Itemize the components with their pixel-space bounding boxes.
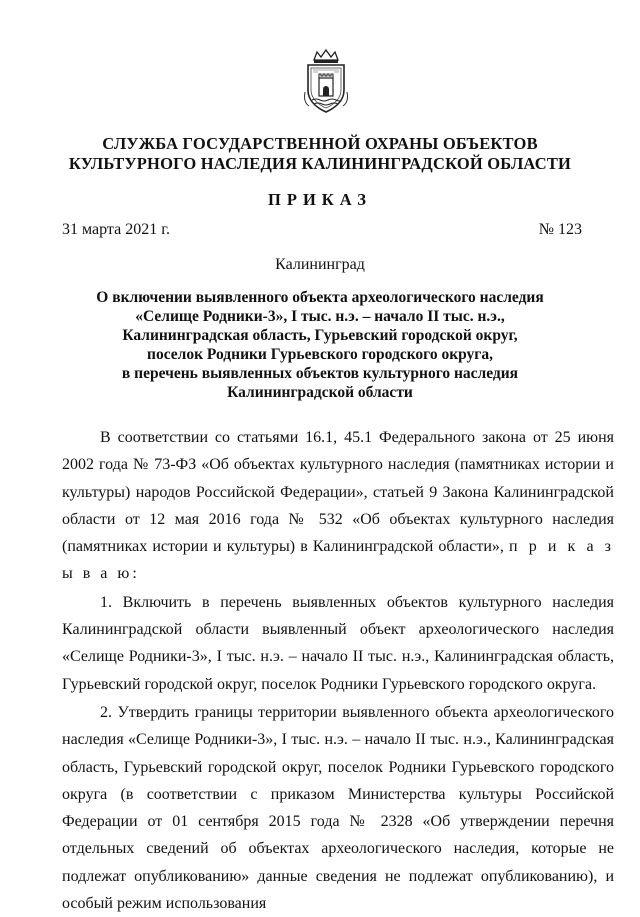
document-date: 31 марта 2021 г.	[62, 221, 170, 238]
subject-line: в перечень выявленных объектов культурного наследия	[121, 365, 519, 382]
document-type: ПРИКАЗ	[268, 190, 372, 209]
subject-line: Калининградской области	[227, 384, 413, 401]
clause-1: 1. Включить в перечень выявленных объектов культурного наследия Калининградской области выявленный объект археологического наследия «Селище Родники-3», I тыс. н.э. – начало II тыс. н.э., Калининградская область, Гурьевский городской округ, поселок Родники Гурьевского городского округа.	[62, 593, 614, 693]
document-subject	[80, 288, 560, 402]
preamble-paragraph	[62, 424, 614, 588]
preamble-text: В соответствии со статьями 16.1, 45.1 Федерального закона от 25 июня 2002 года № 73-ФЗ «Об объектах культурного наследия (памятниках истории и культуры) народов Российской Федерации», статьей 9 Закона Калининградской области от 12 мая 2016 года № 532 «Об объектах культурного наследия (памятниках истории и культуры) в Калининградской области»,	[62, 429, 614, 556]
organization-name-line: КУЛЬТУРНОГО НАСЛЕДИЯ КАЛИНИНГРАДСКОЙ ОБЛАСТИ	[68, 154, 572, 173]
organization-name	[40, 134, 600, 174]
subject-line: О включении выявленного объекта археологического наследия	[96, 289, 544, 306]
decree-word: п р и к а з ы в а ю:	[62, 538, 615, 583]
document-city: Калининград	[275, 256, 365, 273]
subject-line: «Селище Родники-3», I тыс. н.э. – начало II тыс. н.э.,	[135, 308, 505, 325]
document-body	[62, 424, 614, 917]
clause-2: 2. Утвердить границы территории выявленного объекта археологического наследия «Селище Родники-3», I тыс. н.э. – начало II тыс. н.э., Калининградская область, Гурьевский городской округ, поселок Родники Гурьевского городского округа (в соответствии с приказом Министерства культуры Российской Федерации от 01 сентября 2015 года № 2328 «Об утверждении перечня отдельных сведений об объектах археологического наследия, которые не подлежат опубликованию» данные сведения не подлежат опубликованию), и особый режим использования	[62, 703, 614, 913]
subject-line: Калининградская область, Гурьевский городской округ,	[122, 327, 518, 344]
document-number: № 123	[538, 221, 582, 238]
organization-name-line: СЛУЖБА ГОСУДАРСТВЕННОЙ ОХРАНЫ ОБЪЕКТОВ	[102, 134, 538, 153]
coat-of-arms-icon	[299, 48, 353, 114]
subject-line: поселок Родники Гурьевского городского округа,	[147, 346, 493, 363]
